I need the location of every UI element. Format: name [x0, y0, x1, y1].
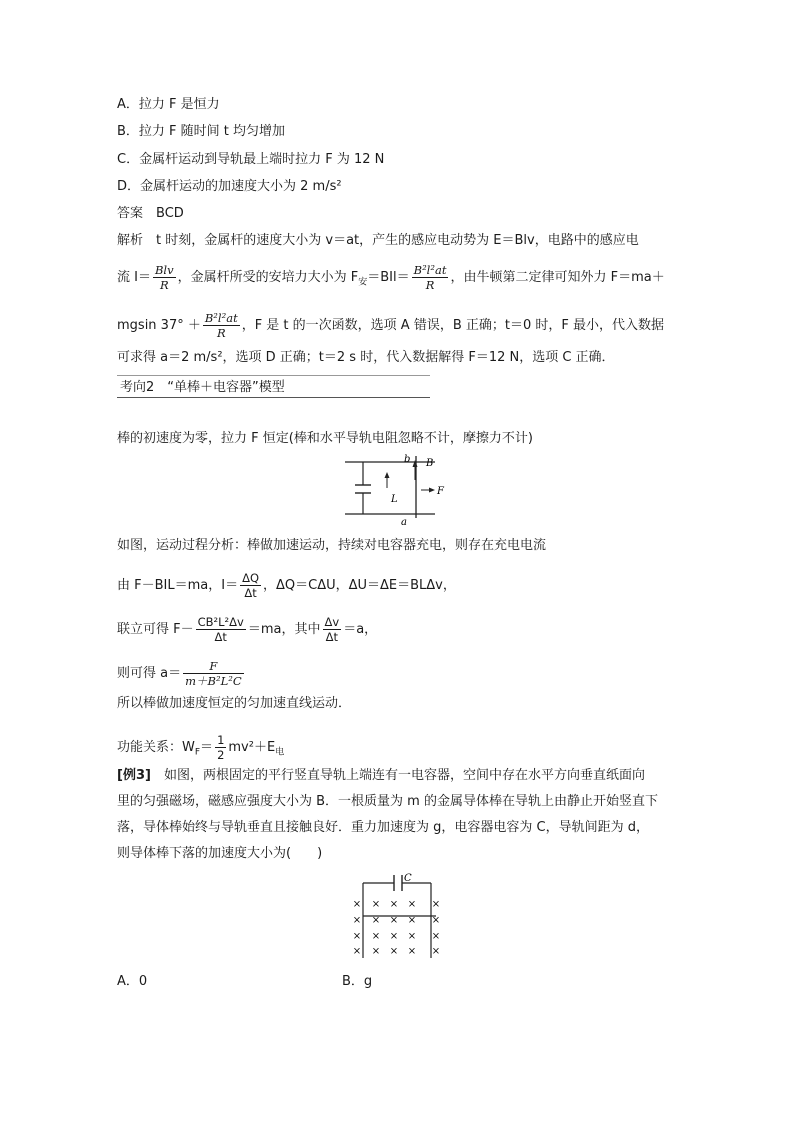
analysis-line-4: 可求得 a＝2 m/s²，选项 D 正确；t＝2 s 时，代入数据解得 F＝12 N，选项 C 正确． — [117, 350, 615, 365]
analysis-text-2e: ，由牛顿第二定律可知外力 F＝ma＋ — [450, 270, 665, 285]
field-cross-mark: × — [389, 946, 399, 957]
label-l: L — [391, 494, 398, 505]
analysis-text-1: t 时刻，金属杆的速度大小为 v＝at，产生的感应电动势为 E＝Blv，电路中的感应电 — [143, 233, 639, 248]
field-cross-mark: × — [431, 946, 441, 957]
derivation-text-3b: ＝ma，其中 — [247, 622, 321, 637]
example-text-1: 如图，两根固定的平行竖直导轨上端连有一电容器，空间中存在水平方向垂直纸面向 — [150, 768, 645, 783]
analysis-label: 解析 — [117, 233, 144, 248]
fraction-b2l2at-over-r-2: $\frac{\text{B²l²at}}{R}$ — [204, 311, 238, 340]
derivation-line-1: 如图，运动过程分析：棒做加速运动，持续对电容器充电，则存在充电电流 — [117, 538, 547, 553]
field-cross-mark: × — [407, 931, 417, 942]
label-f: F — [437, 486, 444, 497]
analysis-line-1 — [117, 232, 639, 250]
fraction-half: $\frac{1}{2}$ — [217, 733, 225, 762]
analysis-text-3a: mgsin 37° ＋ — [117, 318, 201, 333]
analysis-line-3 — [117, 311, 664, 340]
field-cross-mark: × — [371, 931, 381, 942]
field-cross-mark: × — [431, 915, 441, 926]
rail-capacitor-figure — [345, 452, 445, 526]
field-cross-mark: × — [352, 915, 362, 926]
analysis-text-2a: 流 I＝ — [117, 270, 151, 285]
field-cross-mark: × — [407, 899, 417, 910]
field-cross-mark: × — [371, 915, 381, 926]
derivation-text-3a: 联立可得 F－ — [117, 622, 194, 637]
fraction-dq-dt: $\frac{\Delta Q}{\Delta t}$ — [242, 571, 259, 600]
choice-b: B．g — [342, 974, 373, 989]
field-cross-mark: × — [389, 915, 399, 926]
label-b-field: B — [426, 458, 434, 469]
derivation-line-5: 所以棒做加速度恒定的匀加速直线运动． — [117, 696, 352, 711]
field-cross-mark: × — [431, 931, 441, 942]
section-header — [117, 375, 430, 398]
field-cross-mark: × — [352, 931, 362, 942]
field-cross-mark: × — [431, 899, 441, 910]
analysis-line-2 — [117, 263, 665, 292]
example-line-3: 落，导体棒始终与导轨垂直且接触良好．重力加速度为 g，电容器电容为 C，导轨间距为 d， — [117, 820, 649, 835]
derivation-text-2a: 由 F－BIL＝ma，I＝ — [117, 578, 239, 593]
subscript-an: 安 — [358, 277, 368, 288]
subscript-dian: 电 — [275, 747, 285, 758]
label-a: a — [401, 517, 407, 526]
vertical-rails-figure — [350, 870, 450, 962]
magnetic-field-crosses — [353, 899, 440, 957]
derivation-text-6c: mv²＋E — [228, 740, 276, 755]
option-a: A．拉力 F 是恒力 — [117, 97, 220, 112]
derivation-text-3c: ＝a， — [343, 622, 378, 637]
example-line-2: 里的匀强磁场，磁感应强度大小为 B．一根质量为 m 的金属导体棒在导轨上由静止开始竖直下 — [117, 794, 658, 809]
derivation-line-4 — [117, 659, 246, 688]
fraction-result: $\frac{F}{\text{m＋B²L²C}}$ — [185, 659, 242, 688]
derivation-line-3 — [117, 615, 377, 644]
label-b: b — [404, 454, 411, 465]
field-cross-mark: × — [371, 946, 381, 957]
subscript-f: F — [194, 747, 201, 758]
field-cross-mark: × — [371, 899, 381, 910]
label-c: C — [404, 873, 412, 884]
fraction-cb2l2dv-dt: $\frac{\text{CB²L²Δv}}{\Delta t}$ — [197, 615, 244, 644]
example-line-1 — [117, 767, 645, 785]
field-cross-mark: × — [407, 915, 417, 926]
field-cross-mark: × — [389, 931, 399, 942]
option-d: D．金属杆运动的加速度大小为 2 m/s² — [117, 179, 342, 194]
field-cross-mark: × — [352, 946, 362, 957]
choice-a: A．0 — [117, 974, 148, 989]
example-line-4: 则导体棒下落的加速度大小为( ) — [117, 846, 323, 861]
derivation-text-6a: 功能关系：W — [117, 740, 195, 755]
field-cross-mark: × — [352, 899, 362, 910]
derivation-text-6b: ＝ — [200, 740, 214, 755]
analysis-text-2d: ＝BIl＝ — [367, 270, 410, 285]
example-tag: [例3] — [117, 768, 151, 783]
analysis-text-3b: ，F 是 t 的一次函数，选项 A 错误，B 正确；t＝0 时，F 最小，代入数据 — [241, 318, 664, 333]
analysis-text-2b: ，金属杆所受的安培力大小为 F — [177, 270, 359, 285]
derivation-line-2 — [117, 571, 456, 600]
option-b: B．拉力 F 随时间 t 均匀增加 — [117, 124, 286, 139]
fraction-b2l2at-over-r: $\frac{\text{B²l²at}}{R}$ — [413, 263, 447, 292]
derivation-text-2b: ，ΔQ＝CΔU，ΔU＝ΔE＝BLΔv， — [263, 578, 456, 593]
field-cross-mark: × — [407, 946, 417, 957]
fraction-dv-dt: $\frac{\Delta v}{\Delta t}$ — [324, 615, 340, 644]
option-c: C．金属杆运动到导轨最上端时拉力 F 为 12 N — [117, 152, 385, 167]
answer: 答案 BCD — [117, 206, 184, 221]
derivation-line-6 — [117, 733, 284, 762]
derivation-text-4a: 则可得 a＝ — [117, 666, 182, 681]
fraction-blv-over-r: $\frac{\text{Blv}}{R}$ — [154, 263, 174, 292]
section-title: 考向2 “单棒＋电容器”模型 — [120, 380, 285, 395]
setup-text: 棒的初速度为零，拉力 F 恒定(棒和水平导轨电阻忽略不计，摩擦力不计) — [117, 431, 533, 446]
field-cross-mark: × — [389, 899, 399, 910]
